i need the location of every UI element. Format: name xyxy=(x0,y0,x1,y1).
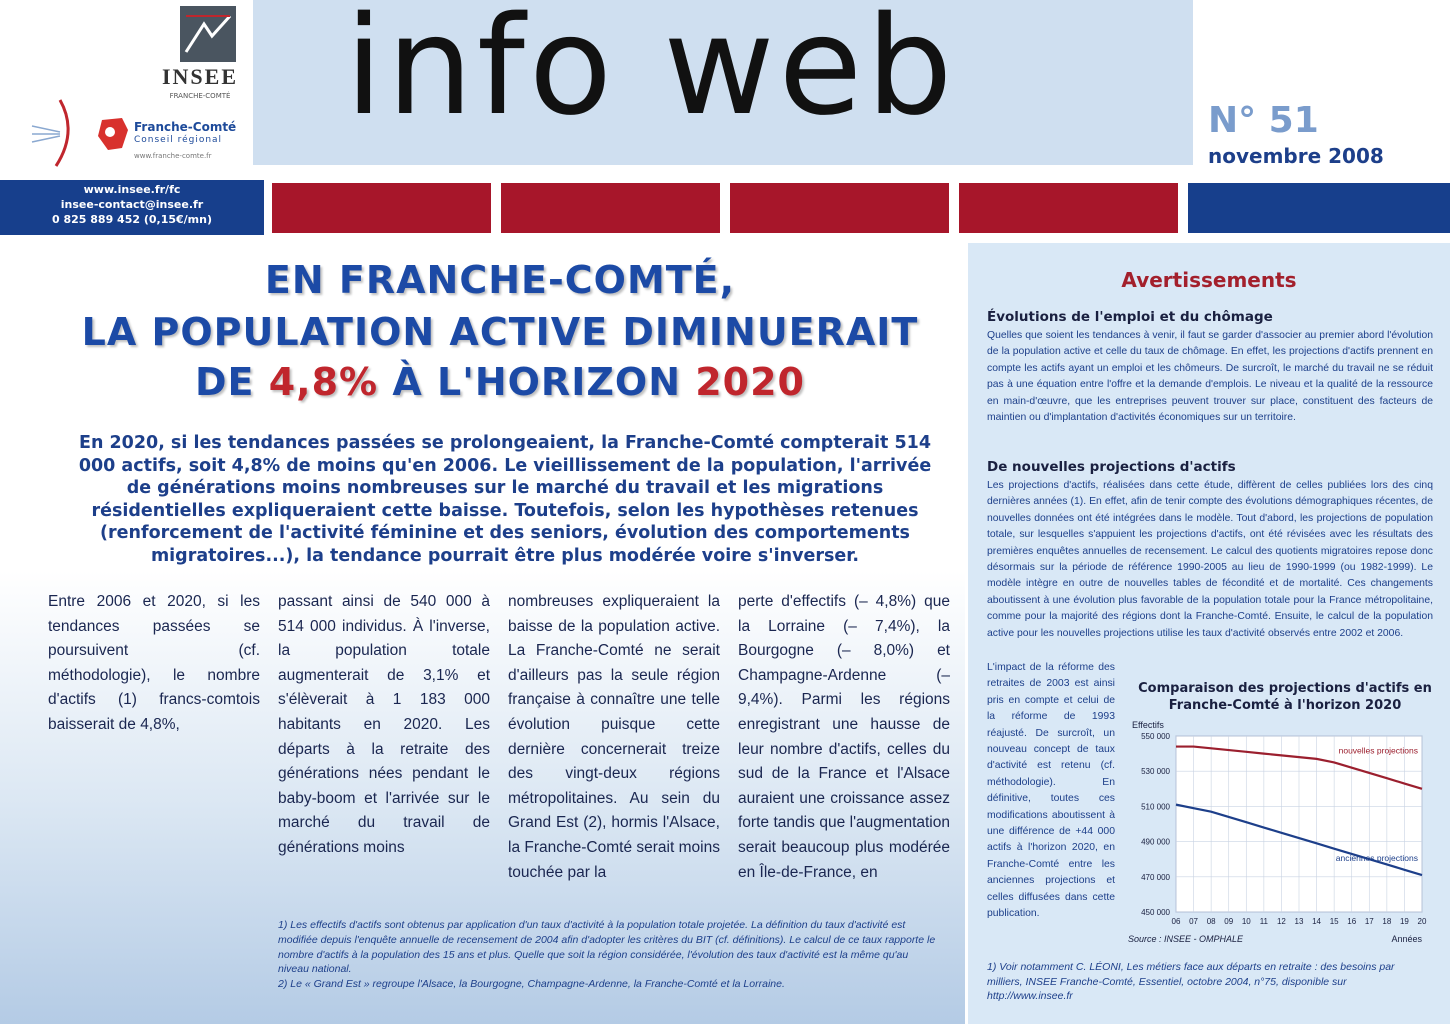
body-column-1: Entre 2006 et 2020, si les tendances passées se poursuivent (cf. méthodologie), le nombre d'actifs (1) francs-comtois baisserait de 4,8%, xyxy=(48,593,260,733)
chart-x-tick-label: 19 xyxy=(1399,917,1409,926)
region-url[interactable]: www.franche-comte.fr xyxy=(134,152,212,160)
sidebar-paragraph-3: L'impact de la réforme des retraites de 2003 est ainsi pris en compte et celui de la réforme de 1993 réajusté. De surcroît, un nouveau concept de taux d'activité est retenu (cf. méthodologie). En définitive, toutes ces modifications aboutissent à une différence de +44 000 actifs à l'horizon 2020, en Franche-Comté entre les anciennes projections et celles diffusées dans cette publication. xyxy=(987,662,1115,920)
contact-bar xyxy=(0,180,264,235)
body-column-3: nombreuses expliqueraient la baisse de la population active. La Franche-Comté ne serait d'ailleurs pas la seule région française à connaître une telle évolution puisque cette dernière concernerait treize des vingt-deux régions métropolitaines. Au sein du Grand Est (2), hormis l'Alsace, la Franche-Comté serait moins touchée par la xyxy=(508,593,720,881)
body-column-2: passant ainsi de 540 000 à 514 000 individus. À l'inverse, la population totale augmenterait de 3,1% et s'élèverait à 1 183 000 habitants en 2020. Les départs à la retraite des générations nées pendant le baby-boom et l'arrivée sur le marché du travail de générations moins xyxy=(278,593,490,856)
publication-title: info web xyxy=(345,0,957,146)
contact-phone: 0 825 889 452 (0,15€/mn) xyxy=(51,213,212,226)
headline-line-3 xyxy=(40,360,960,404)
chart-y-tick-label: 470 000 xyxy=(1141,872,1170,882)
chart-x-tick-label: 06 xyxy=(1171,917,1181,926)
insee-logo-icon xyxy=(180,6,236,62)
footnote-1: 1) Les effectifs d'actifs sont obtenus par application d'un taux d'activité à la population totale projetée. La définition du taux d'activité est modifiée depuis l'enquête annuelle de recensement de 2004 afin d'adopter les critères du BIT (cf. définitions). Le calcul de ce taux rapporte le nombre d'actifs à la population des 15 ans et plus. Quelle que soit la région considérée, l'évolution des taux d'activité est la même qu'au niveau national. xyxy=(278,919,936,976)
insee-name: INSEE xyxy=(161,64,239,89)
chart-x-tick-label: 12 xyxy=(1276,917,1286,926)
color-block xyxy=(501,183,720,233)
region-swirl-icon xyxy=(30,96,76,174)
chart-series-label: anciennes projections xyxy=(1335,853,1418,864)
headline-line-2: LA POPULATION ACTIVE DIMINUERAIT xyxy=(81,310,919,354)
color-block xyxy=(730,183,949,233)
lead-paragraph: En 2020, si les tendances passées se prolongeaient, la Franche-Comté compterait 514 000 actifs, soit 4,8% de moins qu'en 2006. Le vieillissement de la population, l'arrivée de générations moins nombreuses sur le marché du travail et les migrations résidentielles expliqueraient cette baisse. Toutefois, selon les hypothèses retenues (renforcement de l'activité féminine et des seniors, évolution des comportements migratoires...), la tendance pourrait être plus modérée voire s'inverser. xyxy=(78,433,932,566)
sidebar-title: Avertissements xyxy=(1121,268,1297,292)
color-block xyxy=(1188,183,1450,233)
color-block xyxy=(272,183,491,233)
footnotes xyxy=(278,918,938,992)
chart-series-label: nouvelles projections xyxy=(1338,745,1418,756)
chart-x-axis-label: Années xyxy=(1391,934,1422,944)
chart-x-tick-label: 08 xyxy=(1206,917,1216,926)
chart-x-tick-label: 10 xyxy=(1241,917,1251,926)
chart-y-axis-label: Effectifs xyxy=(1132,720,1164,730)
sidebar-heading-2: De nouvelles projections d'actifs xyxy=(987,459,1236,475)
headline-middle: À L'HORIZON xyxy=(378,360,696,404)
chart-x-tick-label: 15 xyxy=(1329,917,1339,926)
body-column-4: perte d'effectifs (– 4,8%) que la Lorraine (– 7,4%), la Bourgogne (– 8,0%) et Champagne-Ardenne (– 9,4%). Parmi les régions enregistrant une hausse de leur nombre d'actifs, celles du sud de la France et l'Alsace auraient une croissance assez forte tandis que l'augmentation serait beaucoup plus modérée en Île-de-France, en xyxy=(738,593,950,881)
color-block xyxy=(959,183,1178,233)
franche-comte-map-icon xyxy=(96,116,130,156)
chart-x-tick-label: 13 xyxy=(1294,917,1304,926)
headline-year: 2020 xyxy=(695,360,805,404)
headline-percent: 4,8% xyxy=(268,360,379,404)
sidebar-footnote: 1) Voir notamment C. LÉONI, Les métiers face aux départs en retraite : des besoins par milliers, INSEE Franche-Comté, Essentiel, octobre 2004, n°75, disponible sur http://www.insee.fr xyxy=(987,961,1395,1002)
chart-x-tick-label: 14 xyxy=(1312,917,1322,926)
contact-website[interactable]: www.insee.fr/fc xyxy=(83,183,181,196)
chart-x-tick-label: 17 xyxy=(1364,917,1374,926)
sidebar-paragraph-2: Les projections d'actifs, réalisées dans cette étude, diffèrent de celles publiées lors des cinq dernières années (1). En effet, afin de tenir compte des évolutions démographiques récentes, de nouvelles données ont été intégrées dans le modèle. Tout d'abord, les projections de population totale, sur lesquelles s'appuient les projections d'actifs, ont été révisées avec les résultats des premières enquêtes annuelles de recensement. Le calcul des quotients migratoires repose donc désormais sur la période de référence 1990-2005 au lieu de 1990-1999 (ou 1982-1999). Le modèle intègre en outre de nouvelles tables de fécondité et de mortalité. Ces changements aboutissent à une évolution plus favorable de la population totale pour la France métropolitaine, comme pour la majorité des régions dont la Franche-Comté. Ensuite, le calcul de la population active pour les nouvelles projections utilise les taux d'activité observés entre 2002 et 2006. xyxy=(987,480,1433,639)
sidebar-paragraph-1: Quelles que soient les tendances à venir, il faut se garder d'associer au premier abord l'évolution de la population active et celle du taux de chômage. En effet, les projections d'actifs prennent en compte les actifs ayant un emploi et les chômeurs. De surcroît, le marché du travail ne se réduit pas à une équation entre l'offre et la demande d'emplois. Le niveau et la qualité de la ressource en main-d'œuvre, que les entreprises peuvent trouver sur place, constituent des facteurs de maintien ou d'implantation d'activités économiques sur un territoire. xyxy=(987,330,1433,424)
contact-email[interactable]: insee-contact@insee.fr xyxy=(60,198,204,211)
insee-subtitle: FRANCHE-COMTÉ xyxy=(169,92,231,100)
region-name: Franche-Comté xyxy=(134,120,237,134)
chart-x-tick-label: 11 xyxy=(1259,917,1269,926)
chart-y-tick-label: 530 000 xyxy=(1141,767,1170,777)
chart-source: Source : INSEE - OMPHALE xyxy=(1128,934,1244,944)
region-council: Conseil régional xyxy=(134,135,223,145)
chart-y-tick-label: 450 000 xyxy=(1141,908,1170,917)
chart-x-tick-label: 07 xyxy=(1189,917,1199,926)
issue-date: novembre 2008 xyxy=(1208,144,1384,168)
sidebar-heading-1: Évolutions de l'emploi et du chômage xyxy=(987,309,1273,325)
headline-line-1: EN FRANCHE-COMTÉ, xyxy=(264,258,736,302)
footnote-2: 2) Le « Grand Est » regroupe l'Alsace, la Bourgogne, Champagne-Ardenne, la Franche-Comté et la Lorraine. xyxy=(278,978,785,991)
chart-x-tick-label: 18 xyxy=(1382,917,1392,926)
chart-x-tick-label: 09 xyxy=(1224,917,1234,926)
chart-y-tick-label: 490 000 xyxy=(1141,837,1170,847)
issue-number: N° 51 xyxy=(1208,100,1319,141)
projection-chart xyxy=(1120,716,1440,948)
chart-y-tick-label: 550 000 xyxy=(1141,732,1170,741)
chart-y-tick-label: 510 000 xyxy=(1141,802,1170,812)
chart-x-tick-label: 16 xyxy=(1347,917,1357,926)
chart-title: Comparaison des projections d'actifs en Franche-Comté à l'horizon 2020 xyxy=(1138,681,1432,713)
chart-x-tick-label: 20 xyxy=(1417,917,1427,926)
headline-prefix: DE xyxy=(194,360,269,404)
